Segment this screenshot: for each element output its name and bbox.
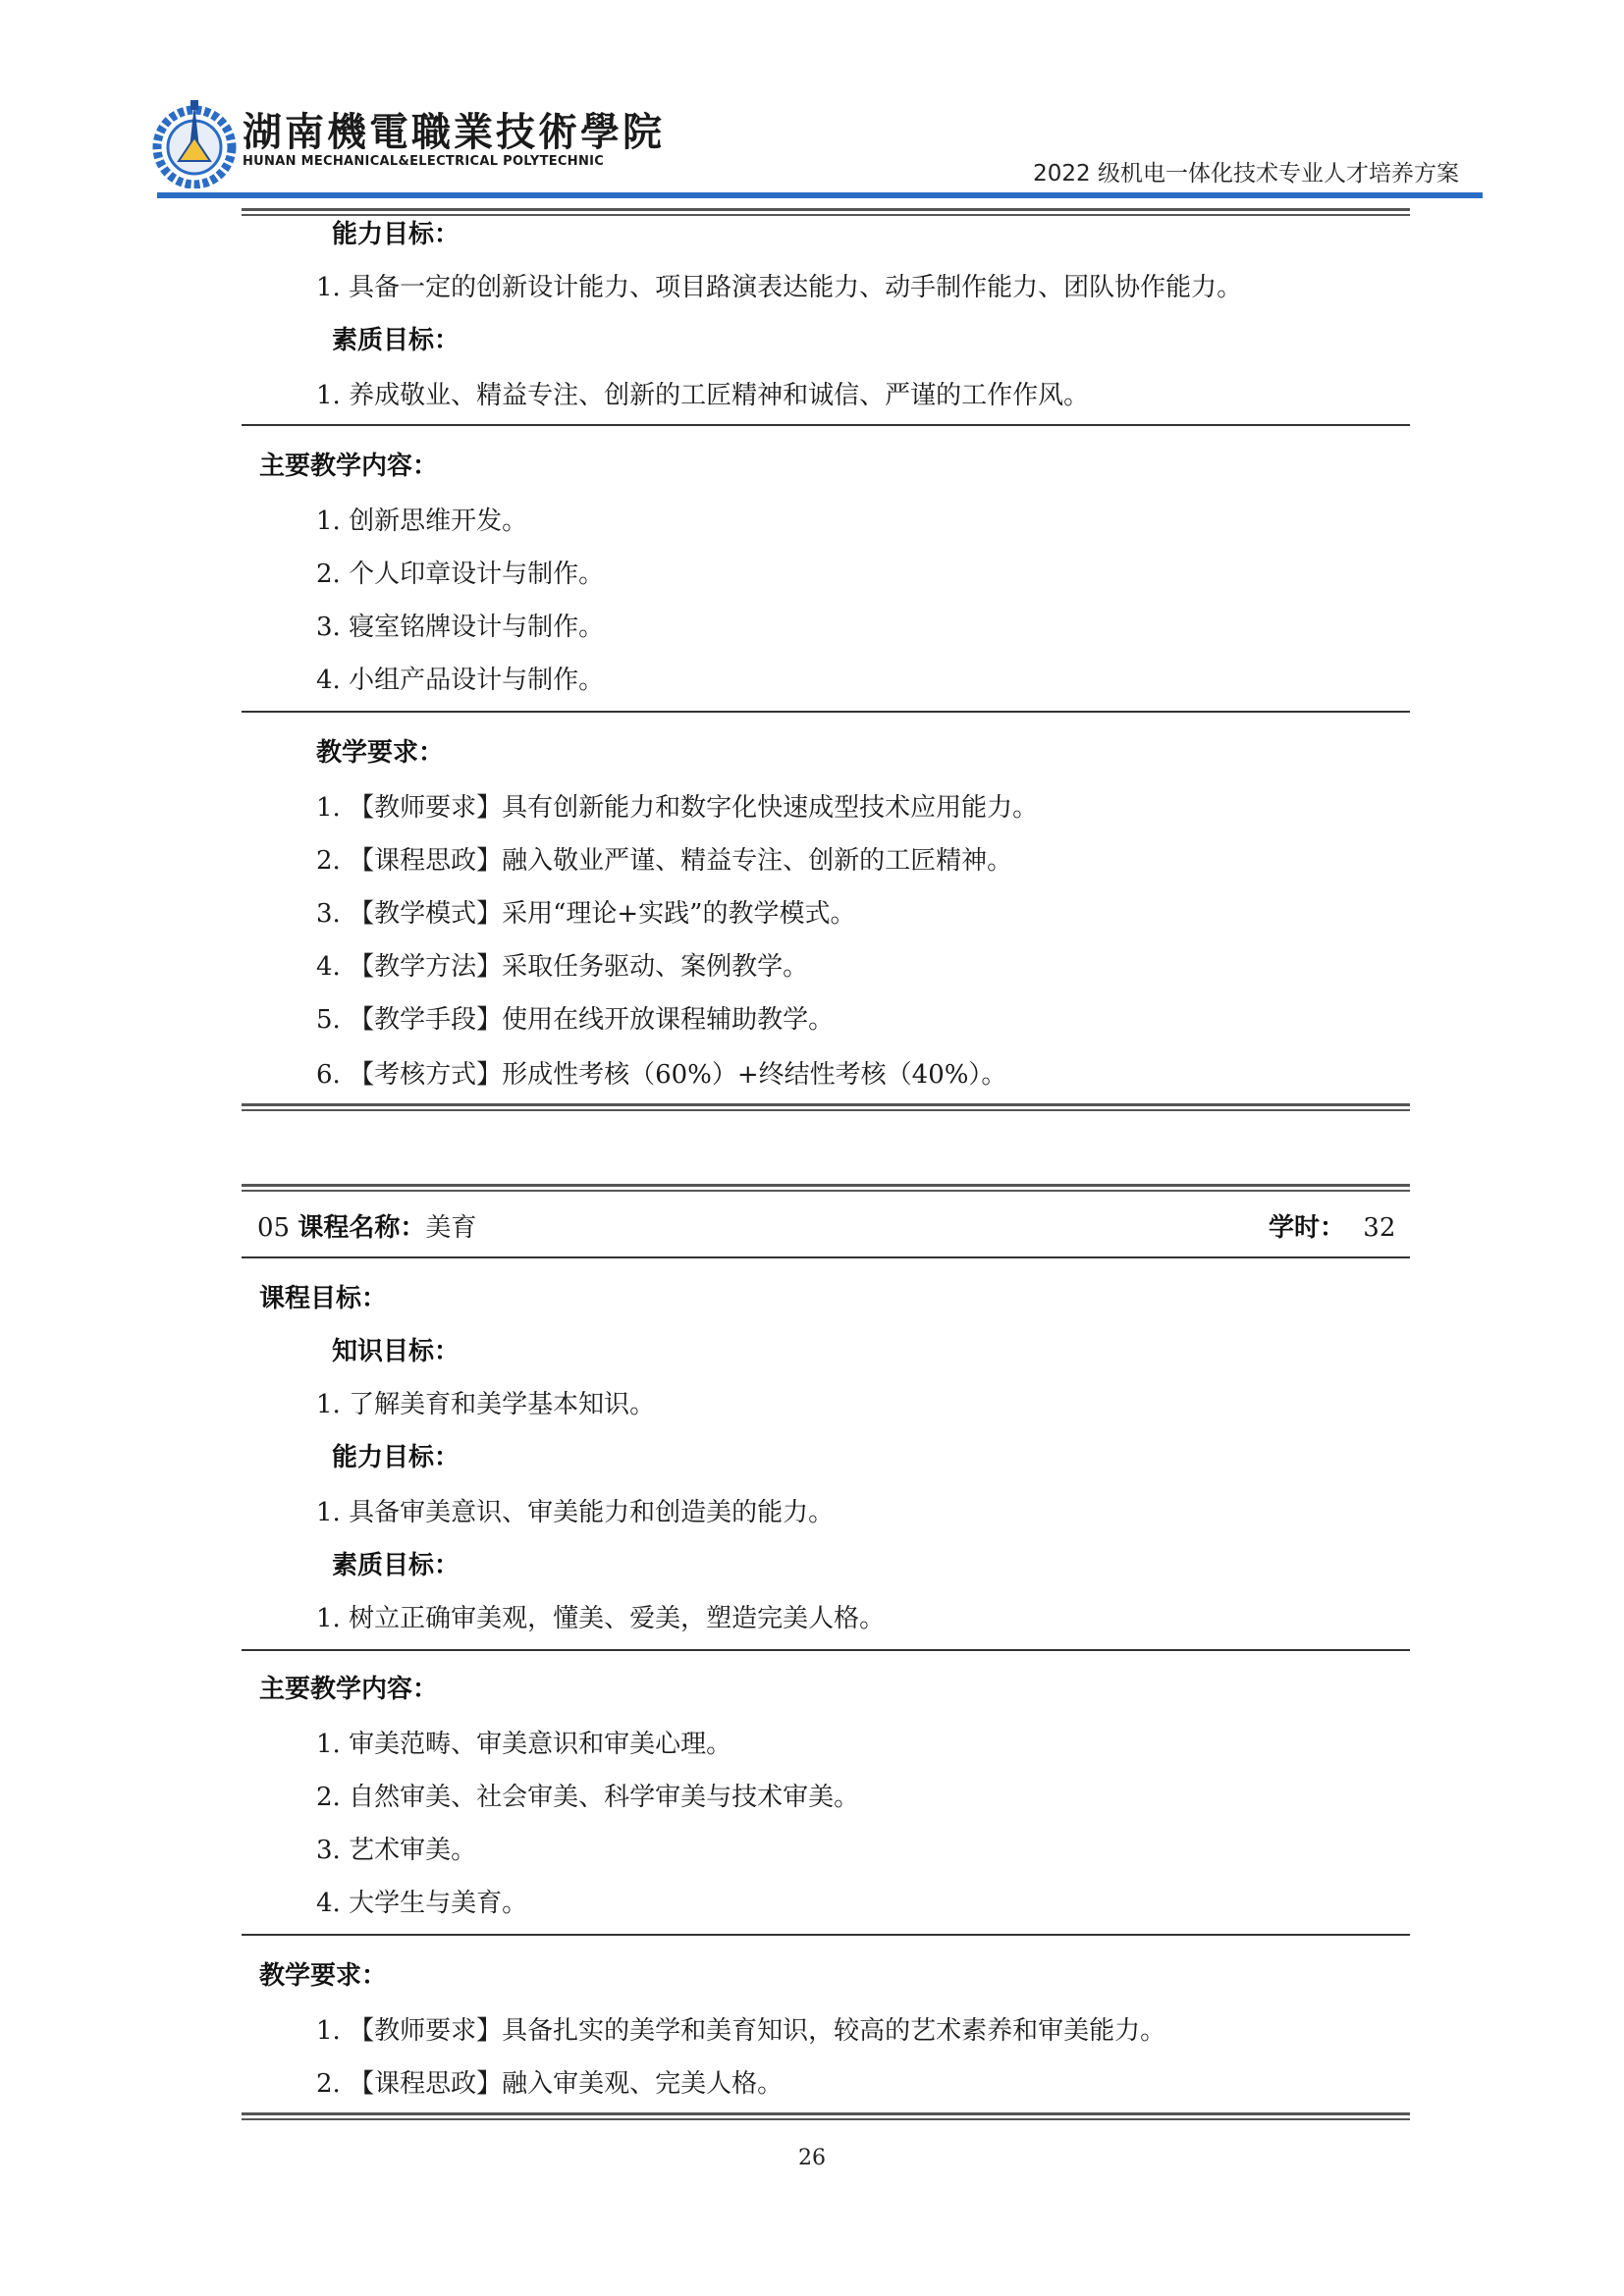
list-item: 1. 具备审美意识、审美能力和创造美的能力。 [316,1498,835,1527]
row-divider [242,711,1410,713]
course-hours-value: 32 [1363,1213,1396,1243]
row-divider [242,1649,1410,1651]
list-item: 3. 艺术审美。 [316,1836,477,1865]
knowledge-heading: 知识目标： [332,1337,460,1366]
row-divider [242,1256,1410,1258]
list-item: 4. 小组产品设计与制作。 [316,666,605,695]
content-heading: 主要教学内容： [259,452,439,481]
list-item: 1. 审美范畴、审美意识和审美心理。 [316,1730,732,1759]
table-bottom-border [242,2112,1410,2120]
content-heading: 主要教学内容： [259,1675,439,1704]
list-item: 4. 大学生与美育。 [316,1889,528,1918]
quality-heading: 素质目标： [332,1551,460,1580]
school-emblem-icon [149,98,240,188]
list-item: 2. 个人印章设计与制作。 [316,560,605,589]
list-item: 2. 自然审美、社会审美、科学审美与技术审美。 [316,1783,860,1812]
row-divider [242,424,1410,426]
ability-heading: 能力目标： [332,1443,460,1472]
course-name: 美育 [425,1213,477,1243]
list-item: 5. 【教学手段】使用在线开放课程辅助教学。 [316,1005,835,1035]
list-item: 3. 寝室铭牌设计与制作。 [316,613,605,642]
list-item: 3. 【教学模式】采用“理论+实践”的教学模式。 [316,899,856,929]
requirements-heading: 教学要求： [259,1961,388,1991]
course-number: 05 [257,1213,291,1243]
course-hours [1269,1207,1395,1244]
school-logo [149,93,665,196]
header-rule [157,192,1483,198]
list-item: 1. 具备一定的创新设计能力、项目路演表达能力、动手制作能力、团队协作能力。 [316,273,1243,302]
course-name-label: 课程名称： [298,1213,426,1243]
quality-heading: 素质目标： [332,326,460,355]
list-item: 6. 【考核方式】形成性考核（60%）+终结性考核（40%）。 [316,1060,1007,1090]
list-item: 4. 【教学方法】采取任务驱动、案例教学。 [316,952,809,982]
requirements-heading: 教学要求： [316,738,445,768]
page-number: 26 [798,2146,826,2170]
page-header [0,0,1624,206]
course-title-row [257,1207,476,1244]
document-title: 2022 级机电一体化技术专业人才培养方案 [1033,161,1459,187]
list-item: 2. 【课程思政】融入审美观、完美人格。 [316,2069,784,2099]
course-hours-label: 学时： [1269,1213,1346,1243]
list-item: 1. 创新思维开发。 [316,507,528,536]
table-bottom-border [242,1103,1410,1111]
row-divider [242,1934,1410,1936]
list-item: 1. 树立正确审美观，懂美、爱美，塑造完美人格。 [316,1604,886,1633]
goals-heading: 课程目标： [259,1284,388,1313]
school-name-cn: 湖南機電職業技術學院 [243,109,665,155]
list-item: 2. 【课程思政】融入敬业严谨、精益专注、创新的工匠精神。 [316,846,1013,876]
school-name-en: HUNAN MECHANICAL&ELECTRICAL POLYTECHNIC [243,154,605,169]
list-item: 1. 【教师要求】具有创新能力和数字化快速成型技术应用能力。 [316,793,1039,823]
list-item: 1. 了解美育和美学基本知识。 [316,1390,656,1419]
table-top-border [242,1184,1410,1192]
list-item: 1. 【教师要求】具备扎实的美学和美育知识，较高的艺术素养和审美能力。 [316,2016,1166,2046]
list-item: 1. 养成敬业、精益专注、创新的工匠精神和诚信、严谨的工作作风。 [316,381,1090,410]
ability-heading: 能力目标： [332,220,460,249]
